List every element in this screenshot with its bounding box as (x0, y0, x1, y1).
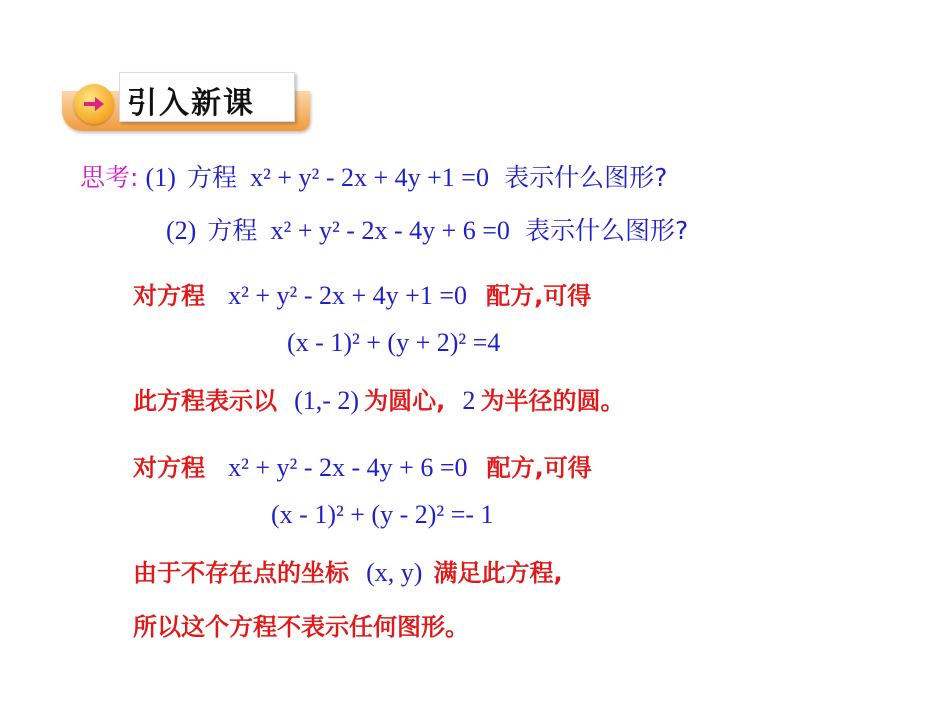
sol1-result: (x - 1)² + (y + 2)² =4 (287, 328, 501, 357)
solution-1-line (133, 276, 591, 311)
sol1-prefix: 对方程 (133, 282, 205, 310)
solution-2-line (133, 448, 592, 483)
q1-number: (1) (145, 163, 176, 192)
q1-equation: x² + y² - 2x + 4y +1 =0 (250, 163, 489, 192)
sol1-radius: 2 (462, 386, 476, 415)
q2-number: (2) (166, 216, 197, 245)
sol2-result: (x - 1)² + (y - 2)² =- 1 (271, 500, 494, 529)
page-title: 引入新课 (127, 86, 255, 121)
sol1-concl-c: 为半径的圆。 (480, 387, 625, 415)
sol1-suffix: 配方,可得 (486, 282, 592, 310)
sol1-concl-a: 此方程表示以 (133, 387, 277, 415)
sol1-center: (1,- 2) (294, 386, 360, 415)
q2-prefix: 方程 (207, 216, 258, 245)
sol2-concl1-a: 由于不存在点的坐标 (133, 559, 349, 587)
sol2-conclusion-1 (133, 553, 563, 588)
think-label: 思考: (80, 163, 139, 192)
question-2 (166, 211, 688, 247)
sol2-suffix: 配方,可得 (486, 454, 592, 482)
sol2-conclusion-2: 所以这个方程不表示任何图形。 (133, 613, 469, 641)
sol2-prefix: 对方程 (133, 454, 205, 482)
q1-prefix: 方程 (186, 163, 237, 192)
sol2-concl1-b: 满足此方程, (433, 559, 563, 587)
sol1-concl-b: 为圆心, (364, 387, 446, 415)
question-1 (80, 158, 667, 194)
sol1-conclusion (133, 381, 624, 416)
sol1-equation: x² + y² - 2x + 4y +1 =0 (228, 281, 467, 310)
q2-equation: x² + y² - 2x - 4y + 6 =0 (270, 216, 510, 245)
sol2-equation: x² + y² - 2x - 4y + 6 =0 (228, 453, 468, 482)
q1-suffix: 表示什么图形? (504, 163, 668, 192)
sol2-point: (x, y) (366, 558, 423, 587)
arrow-right-icon (80, 91, 108, 117)
q2-suffix: 表示什么图形? (525, 216, 689, 245)
